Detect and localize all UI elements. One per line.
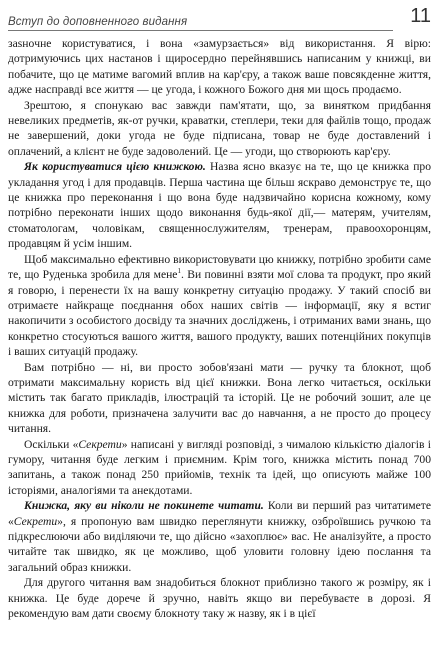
paragraph-text: Щоб максимально ефективно використовувати цю книжку, потрібно зробити саме те, що Руденька зробила для мене: [8, 252, 431, 282]
paragraph-text: зasнoчнe користуватися, і вона «замурзається» від використання. Я вірю: дотримуючись цих настанов і щиросердно перейнявшись написаним у книжці, ви побачите, що це матиме вагомий вплив на кар'єру, а також ваше повсякденне життя, адже насправді все життя — це угода, і кожного Божого дня ми щось продаємо.: [8, 37, 431, 97]
paragraph-text-continued: . Ви повинні взяти мої слова та продукт, про який я говорю, і перенести їх на вашу конкретну ситуацію продажу. У такий спосіб ви отримаєте найкраще поєднання обох наших світів — інформації, яку я встиг накопичити з особистого досвіду та значних досліджень, і отриманих вами знань, що конкретно стосуються вашого життя, вашого продукту, ваших потенційних покупців і ваших ситуацій продажу.: [8, 268, 431, 359]
paragraph-2: [8, 98, 431, 160]
run-in-heading: Книжка, яку ви ніколи не покинете читати.: [24, 499, 264, 513]
paragraph-text: Зрештою, я спонукаю вас завжди пам'ятати, що, за винятком придбання невеликих предметів, як-от ручки, краватки, степлери, теки для файлів тощо, продаж не завершений, доки угода не буде підписана, товар не буде доставлений і оплачений, а клієнт не буде задоволений. Це — угоди, що створюють кар'єру.: [8, 98, 431, 158]
paragraph-text: », я пропоную вам швидко переглянути книжку, озброївшись ручкою та підкреслюючи або виділяючи те, що дійсно «захоплює» вас. Не аналізуйте, а просто читайте так швидко, як це можливо, щоб уловити головну ідею послання та загальний образ книжки.: [8, 514, 431, 574]
page-number: 11: [410, 5, 431, 27]
book-title-italic: Секрети: [13, 514, 58, 528]
footnote-marker[interactable]: 1: [177, 267, 181, 276]
paragraph-text: Для другого читання вам знадобиться блокнот приблизно такого ж розміру, як і книжка. Це буде дорече й зручно, навіть якщо ви перебуваєте в дорозі. Я рекомендую вам дати своєму блокноту таку ж назву, як і в цієї: [8, 576, 431, 621]
body-text: [8, 36, 431, 621]
running-title: Вступ до доповненного видання: [8, 16, 188, 28]
paragraph-text-before: Оскільки «: [24, 437, 79, 451]
paragraph-5: [8, 360, 431, 437]
paragraph-text: » написані у вигляді розповіді, з чималою кількістю діалогів і гумору, читання буде легким і приємним. Крім того, книжка містить понад 700 запитань, а також понад 250 прийомів, технік та ідей, що описують майже 100 історіями, аналогіями та анекдотами.: [8, 437, 431, 497]
paragraph-3: [8, 159, 431, 251]
paragraph-text-before: Коли ви перший раз читатимете «: [8, 499, 431, 528]
paragraph-text: Назва ясно вказує на те, що це книжка про укладання угод і для продавців. Перша частина ще більш яскраво демонструє те, що це книжка про переконання і що вона буде надзвичайно корисна кожному, кому потрібно переконати інших щодо виконання будь-якої дії,— матерям, учителям, стоматологам, чоловікам, священнослужителям, тренерам, правоохоронцям, продавцям й усім іншим.: [8, 160, 431, 251]
paragraph-6: [8, 437, 431, 499]
run-in-heading: Як користуватися цією книжкою.: [24, 160, 206, 174]
paragraph-8: [8, 575, 431, 621]
paragraph-4: [8, 252, 431, 360]
running-header: [8, 8, 393, 31]
paragraph-text: Вам потрібно — ні, ви просто зобов'язані мати — ручку та блокнот, щоб отримати максимальну користь від цієї книжки. Вона легко читається, оскільки містить так багато прикладів, ілюстрацій та історій. Це не робочий зошит, але це книжка для роботи, призначена залучити вас до навчання, а не просто до процесу читання.: [8, 360, 431, 436]
paragraph-1: [8, 36, 431, 98]
book-title-italic: Секрети: [78, 437, 122, 451]
paragraph-7: [8, 498, 431, 575]
